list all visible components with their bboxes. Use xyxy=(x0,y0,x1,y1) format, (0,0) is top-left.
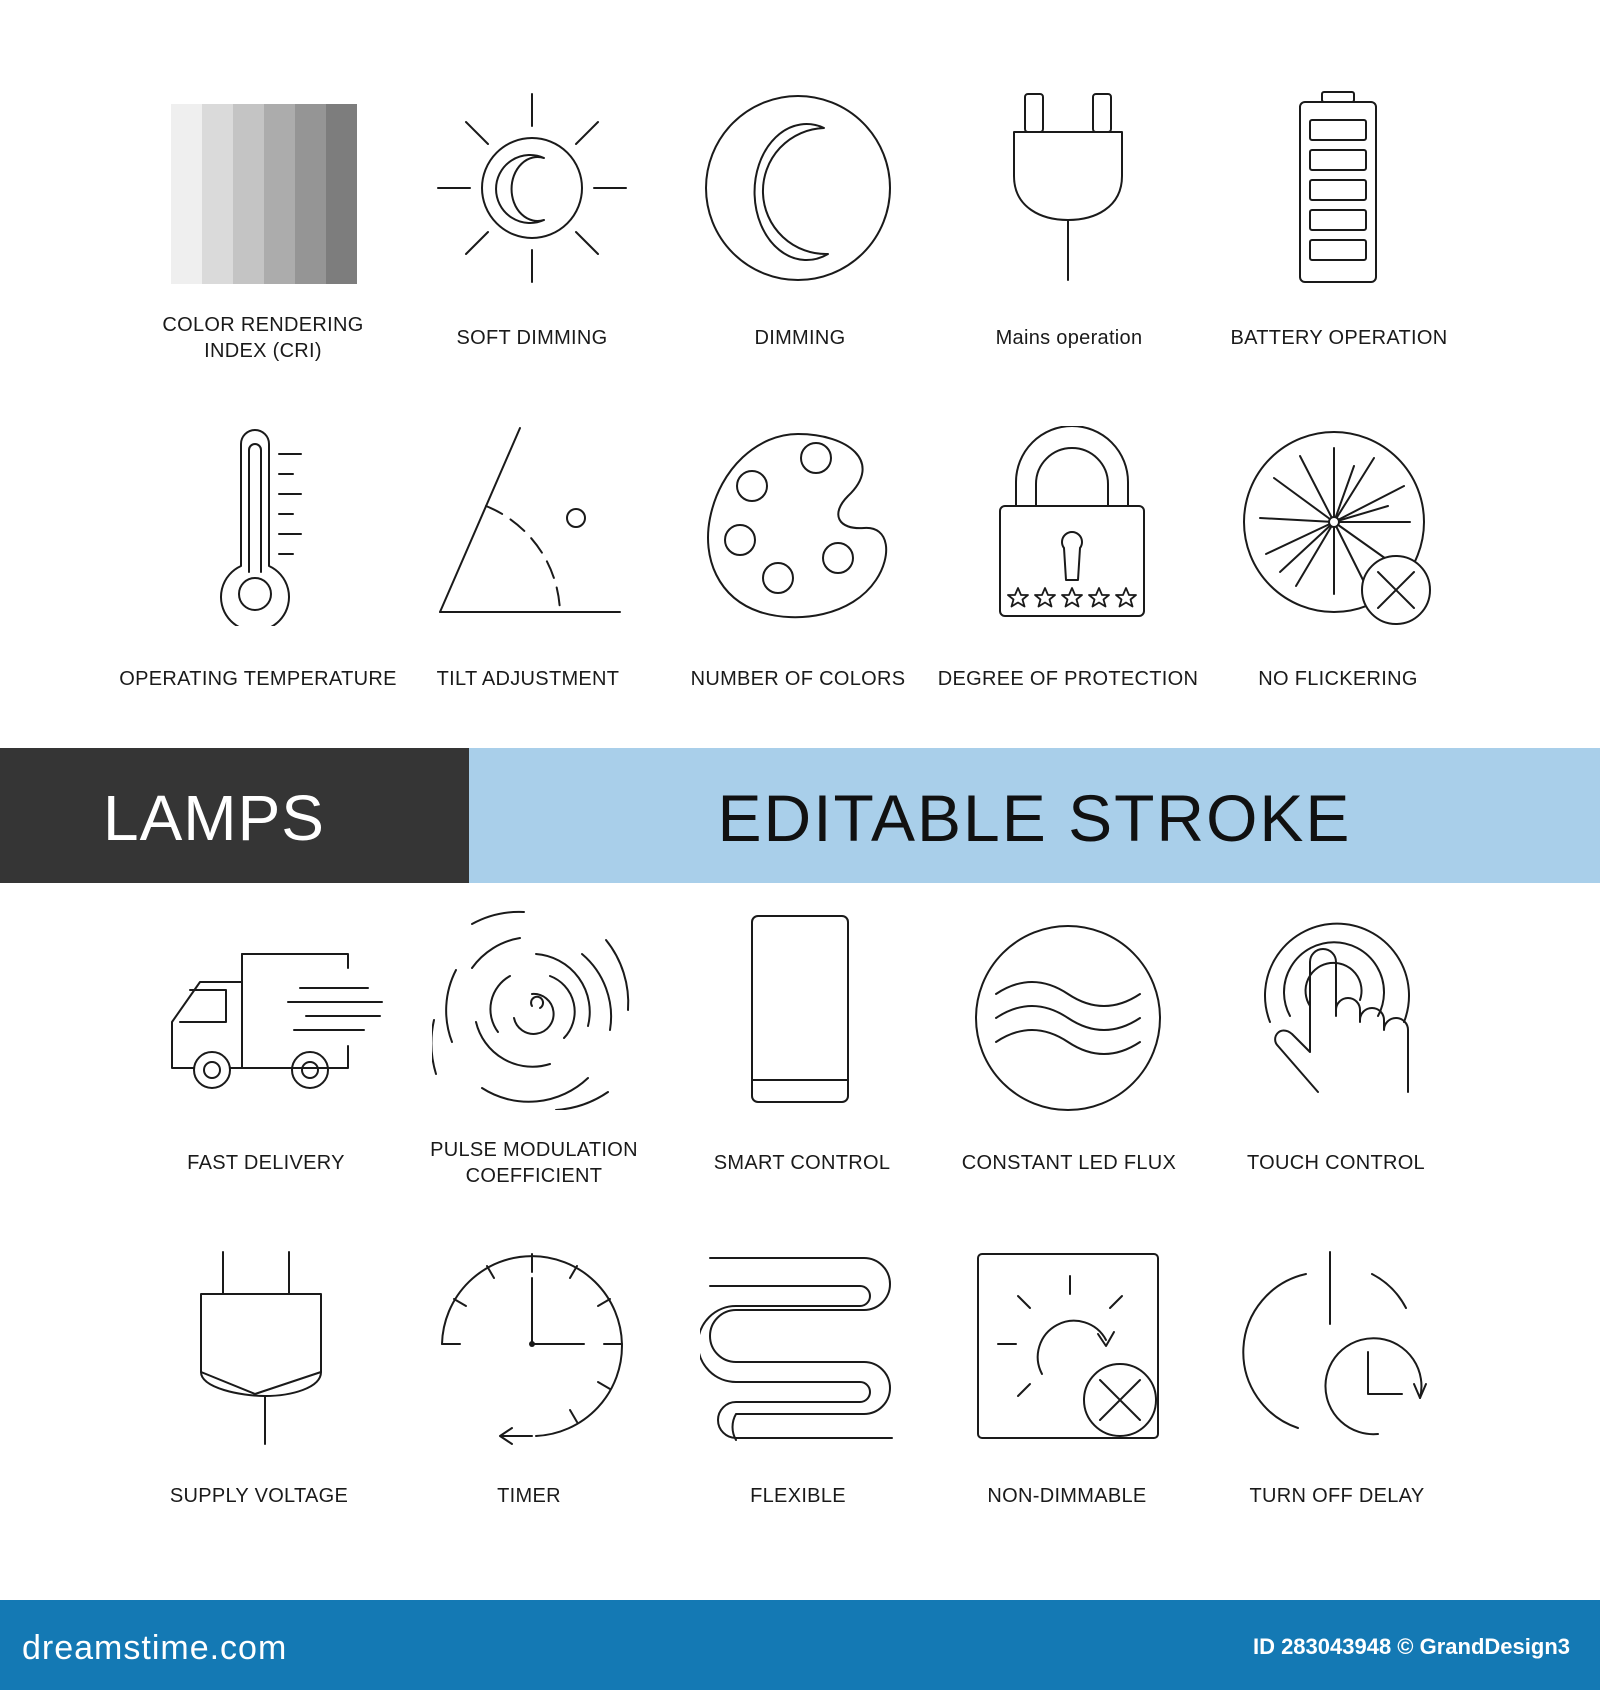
thermometer-icon xyxy=(155,426,355,626)
caption-flexible: FLEXIBLE xyxy=(750,1485,846,1507)
icon-cell-supply-voltage xyxy=(165,1248,365,1448)
caption-no-flicker: NO FLICKERING xyxy=(1258,668,1418,690)
icon-cell-pulse xyxy=(432,910,632,1110)
icon-cell-dimming xyxy=(698,88,898,288)
caption-tilt: TILT ADJUSTMENT xyxy=(436,668,620,690)
caption-smart: SMART CONTROL xyxy=(713,1152,891,1174)
caption-touch: TOUCH CONTROL xyxy=(1247,1152,1425,1174)
smartphone-icon xyxy=(700,912,900,1112)
icon-cell-non-dimmable xyxy=(970,1248,1170,1448)
dimming-icon xyxy=(698,88,898,288)
caption-delivery: FAST DELIVERY xyxy=(187,1152,345,1174)
timer-clock-icon xyxy=(432,1248,632,1448)
caption-protection: DEGREE OF PROTECTION xyxy=(937,668,1199,690)
non-dimmable-icon xyxy=(970,1248,1170,1448)
icon-cell-protection xyxy=(972,426,1172,626)
caption-dimming: DIMMING xyxy=(754,327,846,349)
icon-cell-temperature xyxy=(155,426,355,626)
battery-icon xyxy=(1238,88,1438,288)
plug-voltage-icon xyxy=(165,1248,365,1448)
flexible-strip-icon xyxy=(700,1248,900,1448)
caption-supply-voltage: SUPPLY VOLTAGE xyxy=(169,1485,349,1507)
tilt-angle-icon xyxy=(428,420,628,620)
icon-cell-flexible xyxy=(700,1248,900,1448)
turn-off-delay-icon xyxy=(1238,1248,1438,1448)
caption-colors: NUMBER OF COLORS xyxy=(690,668,906,690)
icon-cell-battery xyxy=(1238,88,1438,288)
caption-timer: TIMER xyxy=(497,1485,561,1507)
icon-cell-colors xyxy=(698,426,898,626)
footer-brand-logo[interactable]: dreamstime.com xyxy=(22,1629,288,1667)
icon-cell-mains xyxy=(968,88,1168,288)
caption-turn-off-delay: TURN OFF DELAY xyxy=(1249,1485,1425,1507)
palette-icon xyxy=(698,426,898,626)
pulse-waves-icon xyxy=(432,910,632,1110)
soft-dimming-icon xyxy=(432,88,632,288)
icon-cell-smart xyxy=(700,912,900,1112)
caption-soft-dimming: SOFT DIMMING xyxy=(456,327,608,349)
icon-cell-touch xyxy=(1238,912,1438,1112)
caption-cri: COLOR RENDERING INDEX (CRI) xyxy=(162,314,364,362)
icon-cell-led-flux xyxy=(968,918,1168,1118)
icon-cell-tilt xyxy=(428,420,628,620)
icon-cell-cri xyxy=(165,88,365,288)
icon-cell-soft-dimming xyxy=(432,88,632,288)
truck-icon xyxy=(168,918,388,1118)
caption-mains: Mains operation xyxy=(995,327,1143,349)
waves-circle-icon xyxy=(968,918,1168,1118)
caption-non-dimmable: NON-DIMMABLE xyxy=(987,1485,1147,1507)
icon-cell-timer xyxy=(432,1248,632,1448)
caption-battery: BATTERY OPERATION xyxy=(1230,327,1448,349)
plug-icon xyxy=(968,88,1168,288)
footer-image-id: ID 283043948 © GrandDesign3 xyxy=(1252,1634,1570,1659)
caption-pulse: PULSE MODULATION COEFFICIENT xyxy=(430,1139,638,1187)
caption-led-flux: CONSTANT LED FLUX xyxy=(961,1152,1177,1174)
padlock-icon xyxy=(972,426,1172,626)
banner-lamps-label: LAMPS xyxy=(103,782,325,854)
rating-stars xyxy=(1008,588,1136,607)
icon-cell-delivery xyxy=(168,918,368,1118)
touch-finger-icon xyxy=(1238,912,1438,1112)
caption-temperature: OPERATING TEMPERATURE xyxy=(119,668,397,690)
cri-gradient-icon xyxy=(165,88,365,288)
banner-editable-stroke-label: EDITABLE STROKE xyxy=(717,781,1352,855)
icon-cell-no-flicker xyxy=(1238,426,1438,626)
icon-cell-turn-off-delay xyxy=(1238,1248,1438,1448)
no-flicker-icon xyxy=(1238,426,1438,626)
